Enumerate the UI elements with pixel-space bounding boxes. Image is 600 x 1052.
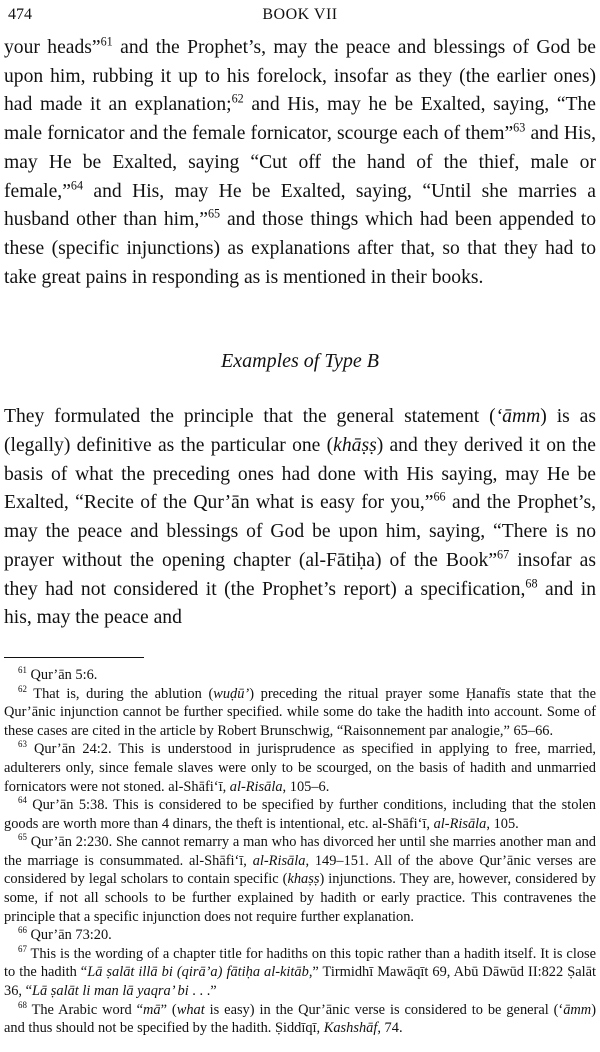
- footnote-ref: 67: [497, 547, 510, 562]
- text-run: , 149–151. All of the above Qur’ānic verses are considered by legal scholars to contain specific (: [4, 852, 596, 888]
- footnote: [4, 945, 596, 1001]
- text-run: and in his, may the peace and: [4, 578, 597, 629]
- page-number: 474: [8, 6, 32, 23]
- footnote-ref: 66: [433, 489, 446, 504]
- footnote: [4, 685, 596, 741]
- text-run: and His, may He be Exalted, saying, “Until she marries a husband other than him,”: [4, 180, 596, 231]
- footnote: [4, 1001, 596, 1038]
- text-run: That is, during the ablution (: [26, 685, 214, 702]
- text-run: ,” Tirmidhī Mawāqīt 69, Abū Dāwūd II:822 Ṣalāt 36, “: [4, 964, 596, 1000]
- text-run: Qur’ān 5:38. This is considered to be specified by further conditions, including that the stolen goods are worth more than 4 dinars, the theft is intentional, etc. al-Shāfi‘ī,: [4, 797, 596, 832]
- italic-term: Lā ṣalāt illā bi (qirā’a) fātiḥa al-kitāb: [87, 964, 309, 981]
- italic-term: Lā ṣalāt li man lā yaqra’ bi: [31, 983, 189, 1000]
- text-run: ) injunctions. They are, however, considered by some, if not all schools to be further explained by hadith or early practice. This contravenes the principle that a specific injunction does not require further explanation.: [4, 871, 596, 925]
- text-run: and the Prophet’s, may the peace and blessings of God be upon him, rubbing it up to his forelock, insofar as they (the earlier ones) had made it an explanation;: [4, 37, 596, 116]
- footnote-ref: 67: [18, 944, 27, 955]
- footnote-ref: 64: [18, 795, 27, 806]
- text-run: and those things which had been appended to these (specific injunctions) as explanations after that, so that they had to take great pains in responding as is mentioned in their books.: [4, 209, 596, 288]
- text-run: This is the wording of a chapter title for hadiths on this topic rather than a hadith itself. It is close to the hadith “: [4, 945, 596, 981]
- section-heading: Examples of Type B: [221, 350, 379, 373]
- footnote-separator: [4, 657, 144, 658]
- footnote-ref: 66: [18, 925, 27, 936]
- text-run: They formulated the principle that the general statement (: [4, 406, 496, 428]
- footnote-ref: 62: [18, 683, 27, 694]
- italic-term: al-Risāla: [229, 778, 283, 795]
- text-run: ) and thus should not be specified by the hadith. Ṣiddīqī,: [4, 1001, 596, 1037]
- text-run: The Arabic word “: [26, 1001, 144, 1018]
- footnote: [4, 926, 596, 945]
- footnote-ref: 64: [70, 177, 84, 192]
- italic-term: ‘āmm: [495, 406, 541, 428]
- footnote: [4, 740, 596, 796]
- footnote: [4, 833, 596, 926]
- text-run: , 105.: [486, 815, 519, 832]
- text-run: ” (: [160, 1001, 177, 1018]
- footnote-ref: 61: [18, 665, 27, 676]
- paragraph-type-b: [4, 403, 596, 633]
- italic-term: al-Risāla: [252, 852, 306, 869]
- italic-term: what: [176, 1001, 205, 1018]
- italic-term: al-Risāla: [433, 815, 487, 832]
- text-run: and the Prophet’s, may the peace and blessings of God be upon him, saying, “There is no prayer without the opening chapter (al-Fātiḥa) of the Book”: [4, 492, 596, 571]
- running-title: BOOK VII: [262, 6, 338, 23]
- footnote: [4, 796, 596, 833]
- text-run: Qur’ān 24:2. This is understood in jurisprudence as specified in applying to free, married, adulterers only, since female slaves were only to be scourged, on the basis of hadith and unmarried fornicators were not stoned. al-Shāfi‘ī,: [4, 741, 596, 795]
- text-run: ) preceding the ritual prayer some Ḥanafīs state that the Qur’ānic injunction cannot be further specified. while some do take the hadith into account. Some of these cases are cited in the article by Robert Brunschwig, “Raisonnement par analogie,” 65–66.: [4, 685, 596, 739]
- text-run: insofar as they had not considered it (the Prophet’s report) a specification,: [4, 549, 596, 600]
- italic-term: wuḍū’: [213, 685, 250, 702]
- footnote-ref: 63: [513, 120, 526, 135]
- footnote-ref: 68: [18, 999, 27, 1010]
- footnote-ref: 63: [18, 739, 27, 750]
- footnote-ref: 68: [525, 576, 538, 591]
- footnote-ref: 62: [231, 91, 244, 106]
- running-header: [4, 0, 596, 34]
- footnote-ref: 61: [100, 34, 113, 49]
- footnote: [4, 666, 596, 685]
- italic-term: Kashshāf: [323, 1020, 378, 1037]
- italic-term: mā: [143, 1001, 161, 1018]
- text-run: Qur’ān 5:6.: [26, 666, 98, 683]
- footnote-ref: 65: [18, 832, 27, 843]
- italic-term: khāṣṣ: [333, 435, 377, 457]
- text-run: ) and they derived it on the basis of what the preceding ones had done with His saying, may He be Exalted, “Recite of the Qur’ān what is easy for you,”: [4, 435, 596, 514]
- footnotes: [4, 666, 596, 1038]
- italic-term: āmm: [563, 1001, 592, 1018]
- text-run: your heads”: [4, 37, 101, 58]
- text-run: and His, may he be Exalted, saying, “The male fornicator and the female fornicator, scourge each of them”: [4, 94, 596, 145]
- footnote-ref: 65: [207, 206, 221, 221]
- text-run: ) is as (legally) definitive as the particular one (: [4, 406, 596, 457]
- text-run: , 105–6.: [282, 778, 330, 795]
- text-run: , 74.: [377, 1020, 403, 1037]
- paragraph-type-a-continued: [4, 34, 596, 292]
- text-run: and His, may He be Exalted, saying “Cut off the hand of the thief, male or female,”: [4, 123, 596, 202]
- text-run: . . .”: [188, 983, 217, 1000]
- text-run: is easy) in the Qur’ānic verse is considered to be general (‘: [204, 1001, 564, 1018]
- text-run: Qur’ān 2:230. She cannot remarry a man who has divorced her until she marries another man and the marriage is consummated. al-Shāfi‘ī,: [4, 834, 596, 869]
- italic-term: khaṣṣ: [287, 871, 320, 888]
- text-run: Qur’ān 73:20.: [26, 927, 112, 944]
